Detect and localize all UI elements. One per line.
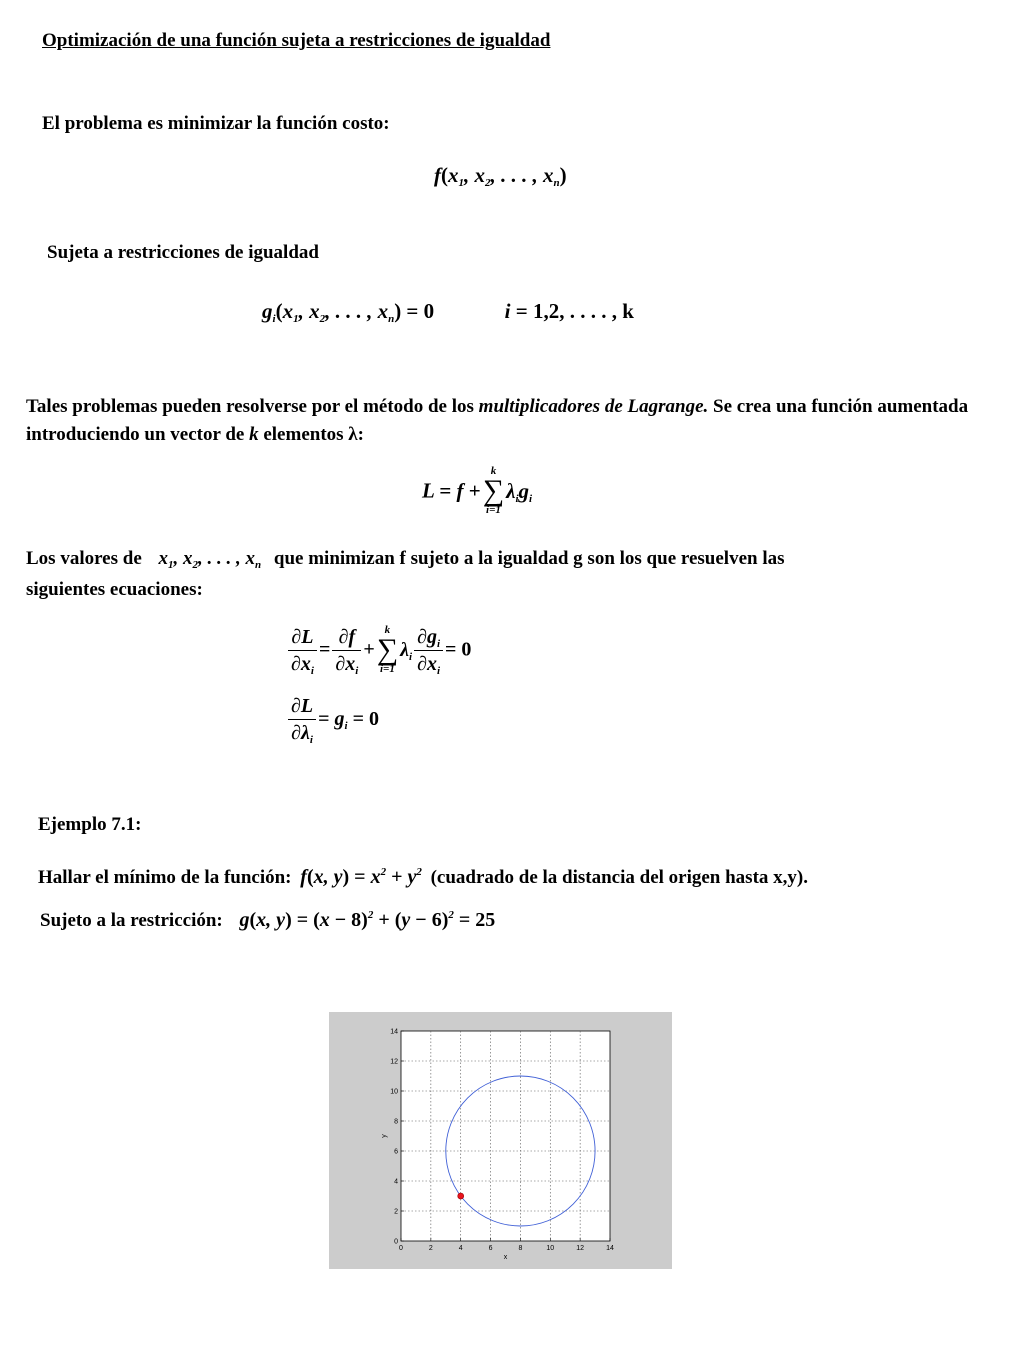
example-note: (cuadrado de la distancia del origen hasta x,y). <box>430 867 808 888</box>
page-title: Optimización de una función sujeta a restricciones de igualdad <box>42 30 551 51</box>
partial-l-x-equation: $\frac{\partial L}{\partial x_i}$ = $\frac{\partial f}{\partial x_i}$ + k ∑ i=1 $\lambda_i$ $\frac{\partial g_i}{\partial x_i}$ = 0 <box>286 625 471 675</box>
intro-text: El problema es minimizar la función costo: <box>42 113 390 134</box>
x-tick-label: 2 <box>428 1245 433 1252</box>
variables-formula: $x_1$, $x_2$, . . . , $x_n$ <box>158 548 262 571</box>
y-tick-label: 10 <box>390 1088 398 1096</box>
x-axis-label: x <box>503 1254 508 1261</box>
x-tick-label: 6 <box>488 1245 493 1252</box>
y-tick-label: 8 <box>394 1118 398 1126</box>
y-tick-label: 4 <box>394 1178 398 1186</box>
example-find-text: Hallar el mínimo de la función: <box>38 867 292 888</box>
example-subject-line <box>40 909 495 932</box>
partial-l-lambda-equation: $\frac{\partial L}{\partial\lambda_i}$ = $g_i = 0$ <box>286 695 379 744</box>
values-text-line1 <box>26 548 785 570</box>
example-heading: Ejemplo 7.1: <box>38 814 142 835</box>
values-text-cont: que minimizan f sujeto a la igualdad g son los que resuelven las <box>273 548 785 569</box>
y-tick-label: 12 <box>390 1058 398 1066</box>
x-tick-label: 12 <box>576 1245 585 1252</box>
example-find-line <box>38 866 808 889</box>
k-variable: k <box>249 424 259 445</box>
constraint-heading: Sujeta a restricciones de igualdad <box>47 242 319 263</box>
lagrange-paragraph <box>26 393 986 449</box>
lagrange-multipliers-term: multiplicadores de Lagrange. <box>478 396 709 417</box>
example-subject-text: Sujeto a la restricción: <box>40 910 223 931</box>
y-tick-label: 2 <box>394 1208 398 1216</box>
x-tick-label: 10 <box>546 1245 555 1252</box>
minimum-point <box>458 1193 464 1199</box>
lagrange-text: Tales problemas pueden resolverse por el método de los <box>26 396 479 417</box>
y-tick-label: 0 <box>394 1238 398 1246</box>
lagrange-text-end: elementos λ: <box>258 424 364 445</box>
objective-formula: f(x, $y) = x^2 + y^2$ <box>300 866 422 888</box>
x-tick-label: 8 <box>518 1245 523 1252</box>
values-text: Los valores de <box>26 548 142 569</box>
constraint-formula: $g_i(x_1$, $x_2$, . . . , $x_n) = 0$ i = 1,2, . . . . , k <box>262 299 634 325</box>
cost-function-formula: $f(x_1$, $x_2$, . . . , $x_n$) <box>434 163 567 189</box>
plot-area <box>401 1031 610 1241</box>
x-tick-label: 0 <box>399 1245 403 1252</box>
lagrangian-formula: L = f + k ∑ i=1 $\lambda_ig_i$ <box>422 465 533 516</box>
x-tick-label: 4 <box>458 1245 463 1252</box>
restriction-formula: g(x, $y) = (x - 8)^2 + (y - 6)^2 = 25$ <box>239 909 496 931</box>
x-tick-label: 14 <box>606 1245 614 1252</box>
plot-figure <box>329 1012 672 1269</box>
y-tick-label: 6 <box>394 1148 398 1156</box>
lagrange-text-cont: Se crea una función aumentada introduciendo un vector de <box>26 396 969 445</box>
values-text-line2: siguientes ecuaciones: <box>26 579 203 600</box>
plot-svg <box>329 1012 672 1269</box>
y-tick-label: 14 <box>390 1028 398 1036</box>
y-axis-label: y <box>381 1134 388 1138</box>
